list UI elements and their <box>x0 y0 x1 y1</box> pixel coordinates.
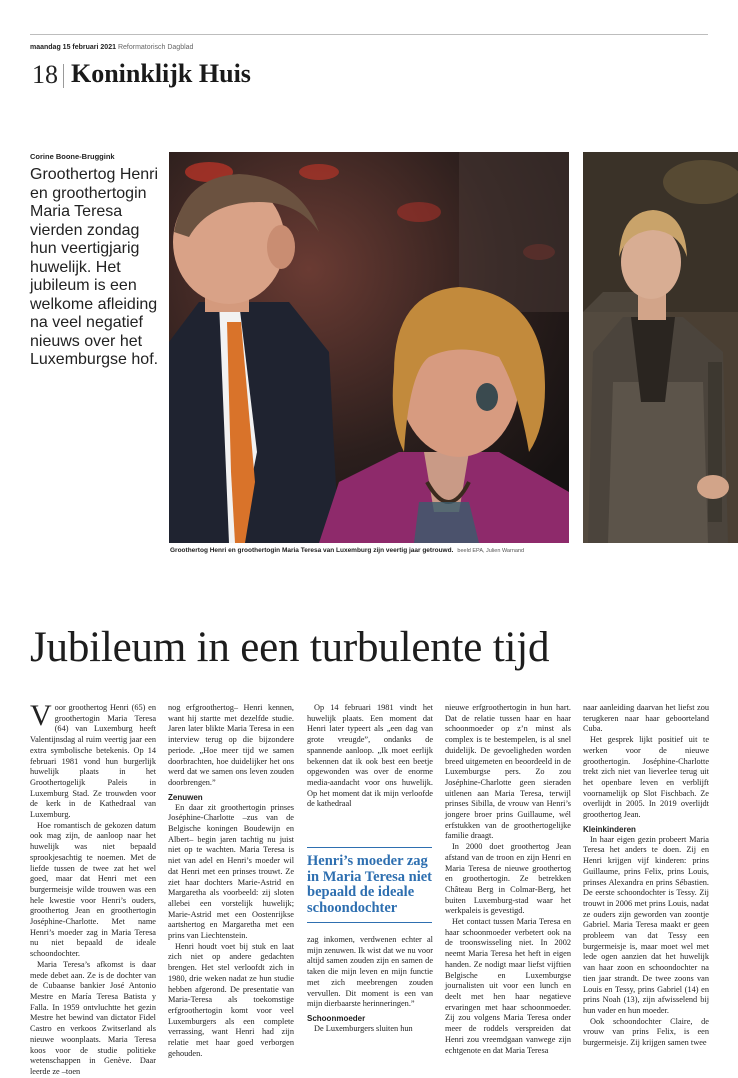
body-paragraph: In haar eigen gezin probeert Maria Teresa het anders te doen. Zij en Henri krijgen vijf kinderen: prins Guillaume, prins Felix, prins Louis, prinses Alexandra en prins Sébastien. De eerste schoondochter is Tessy. Zij trouwt in 2006 met prins Louis, nadat ze ouders zijn geworden van zoontje Gabriel. Maria Teresa maakt er geen probleem van dat Tessy een burgermeisje is, maar moet wel met lede ogen aanzien dat het huwelijk van haar zoon en schoondochter na tien jaar strandt. De twee zoons van Louis en Tessy, prins Gabriel (14) en prins Noah (13), zijn afwisselend bij hun vader en hun moeder. <box>583 834 709 1015</box>
body-paragraph: Maria Teresa’s afkomst is daar mede debet aan. Ze is de dochter van de Cubaanse bankier José Antonio Mestre en María Teresa Batista y Falla. In 1959 ontvluchtte het gezin Mestre het bewind van dictator Fidel Castro en verkoos Zwitserland als nieuwe woonplaats. Maria Teresa koos voor de studie politieke wetenschappen in Genève. Daar leerde ze –toen <box>30 959 156 1076</box>
body-paragraph: Het gesprek lijkt positief uit te werken voor de nieuwe groothertogin. Joséphine-Charlotte trekt zich niet van lieverlee terug uit het openbare leven en verblijft voornamelijk op Slot Fischbach. Ze overlijdt in 2005. In 2019 overlijdt groothertog Jean. <box>583 735 709 820</box>
body-paragraph: Op 14 februari 1981 vindt het huwelijk plaats. Een moment dat Henri later typeert als „een dag van grote vreugde”, ondanks de spannende aanloop. „Ik moet eerlijk bekennen dat ik ook best een beetje opgewonden was over de enorme media-aandacht voor ons huwelijk. Op het moment dat ik mijn verloofde de kathedraal <box>307 703 433 809</box>
body-paragraph: In 2000 doet groothertog Jean afstand van de troon en zijn Henri en Maria Teresa de nieuwe groothertog en groothertogin. Ze betrekken Château Berg in Colmar-Berg, het buiten Luxemburg-stad waar het werkpaleis is gevestigd. <box>445 842 571 916</box>
dateline <box>30 44 193 51</box>
body-paragraph: naar aanleiding daarvan het liefst zou terugkeren naar haar geboorteland Cuba. <box>583 703 709 734</box>
body-paragraph: En daar zit groothertogin prinses Joséphine-Charlotte –zus van de Belgische koningen Boudewijn en Albert– begin jaren tachtig nu juist niet op te wachten. Maria Teresa is niet van adel en Henri’s moeder wil dat Henri met een prinses trouwt. Ze ziet haar dochters Marie-Astrid en Margaretha als voorbeeld: zij sloten allebei een vorstelijk huwelijk; Marie-Astrid met een Oostenrijkse aartshertog en Margaretha met een prins van Liechtenstein. <box>168 802 294 941</box>
subheading-schoonmoeder: Schoonmoeder <box>307 1013 366 1023</box>
couple-photo-illustration <box>169 152 569 543</box>
caption-text: Groothertog Henri en groothertogin Maria Teresa van Luxemburg zijn veertig jaar getrouwd. <box>170 547 454 554</box>
column-5 <box>583 703 709 1049</box>
byline: Corine Boone-Bruggink <box>30 152 115 161</box>
photo-caption <box>170 547 524 554</box>
page-number: 18 <box>32 60 58 89</box>
side-photo <box>583 152 738 543</box>
body-paragraph: nieuwe erfgroothertogin in hun hart. Dat de relatie tussen haar en haar schoonmoeder op z’n minst als complex is te bestempelen, is al snel duidelijk. De gevoeligheden worden breed uitgemeten en beoordeeld in de Luxemburgse pers. Zo zou Joséphine-Charlotte geen sieraden uitlenen aan Maria Teresa, terwijl prinses Sibilla, de vrouw van Henri’s jongere broer prins Guillaume, wél erfstukken van de groothertogelijke familie draagt. <box>445 703 571 841</box>
drop-cap: V <box>30 699 52 732</box>
subheading-zenuwen: Zenuwen <box>168 792 203 802</box>
body-paragraph: zag inkomen, verdwenen echter al mijn zenuwen. Ik wist dat we nu voor altijd samen zouden zijn en samen de taken die mijn leven en mijn functie met zich meebrengen zouden vervullen. Dit moment is een van mijn dierbaarste herinneringen.” <box>307 935 433 1009</box>
column-2 <box>168 703 294 1060</box>
section-title: Koninklijk Huis <box>71 59 251 88</box>
page-number-separator <box>63 64 64 88</box>
main-photo <box>169 152 569 543</box>
publication-name: Reformatorisch Dagblad <box>117 44 194 51</box>
body-paragraph: Het contact tussen Maria Teresa en haar schoonmoeder verbetert ook na de troonswisseling niet. In 2002 neemt Maria Teresa het heft in eigen handen. Ze nodigt maar liefst vijftien Belgische en Luxemburgse journalisten uit voor een lunch en deelt met hen haar negatieve ervaringen met haar schoonmoeder. Zij zou volgens Maria Teresa onder meer de roddels verspreiden dat Henri zou vreemdgaan vanwege zijn echtgenote en dat Maria Teresa <box>445 917 571 1055</box>
pull-quote-text: Henri’s moeder zag in Maria Teresa niet bepaald de ideale schoondochter <box>307 853 432 916</box>
body-paragraph: De Luxemburgers sluiten hun <box>314 1023 413 1033</box>
woman-tweed-photo-illustration <box>583 152 738 543</box>
body-paragraph: Hoe romantisch de gekozen datum ook mag zijn, de aanloop naar het huwelijk was niet bepaald sprookjesachtig te noemen. Met de liefde tussen de twee zat het wel goed, maar dat Henri met een burgermeisje wilde trouwen was een hele kwestie voor Henri’s ouders, groothertog Jean en groothertogin Joséphine-Charlotte. Met name Henri’s moeder zag in Maria Teresa nu niet bepaald de ideale schoondochter. <box>30 820 156 959</box>
pull-quote <box>307 847 432 923</box>
lead-paragraph: Voor groothertog Henri (65) en groothertogin Maria Teresa (64) van Luxemburg heeft Valentijnsdag al ruim veertig jaar een extra symbolische betekenis. Op 14 februari 1981 vond hun burgerlijk huwelijk plaats in het Groothertogelijk Paleis in Luxemburg Stad. Ze trouwden voor de kerk in de Kathedraal van Luxemburg. <box>30 699 156 820</box>
column-3-continued <box>307 935 433 1035</box>
photo-credit: beeld EPA, Julien Warnand <box>457 548 525 554</box>
issue-date: maandag 15 februari 2021 <box>30 44 116 51</box>
column-4 <box>445 703 571 1056</box>
intro-paragraph: Groothertog Henri en groothertogin Maria Teresa vierden zondag hun veertigjarig huwelijk. Het jubileum is een welkome afleiding na veel negatief nieuws over het Luxemburgse hof. <box>30 166 159 368</box>
body-paragraph: Henri houdt voet bij stuk en laat zich niet op andere gedachten brengen. Het stel verloofdt zich in 1980, drie weken nadat ze hun studie hebben afgerond. De presentatie van Maria-Teresa als toekomstige erfgroothertogin komt voor veel Luxemburgers als een complete verrassing, want Henri had zijn relatie met haar goed verborgen gehouden. <box>168 941 294 1058</box>
subheading-kleinkinderen: Kleinkinderen <box>583 824 636 834</box>
body-paragraph: nog erfgroothertog– Henri kennen, want hij startte met dezelfde studie. Jaren later blikte Maria Teresa in een interview terug op die bijzondere periode. „Hoe meer tijd we samen doorbrachten, hoe duidelijker het ons werd dat we samen ons leven zouden doorbrengen.” <box>168 703 294 787</box>
body-paragraph: Ook schoondochter Claire, de vrouw van prins Felix, is een burgermeisje. Zij krijgen samen twee <box>583 1016 709 1048</box>
column-3 <box>307 703 433 810</box>
column-1 <box>30 699 156 1078</box>
article-headline: Jubileum in een turbulente tijd <box>30 624 550 671</box>
top-rule <box>30 34 708 35</box>
